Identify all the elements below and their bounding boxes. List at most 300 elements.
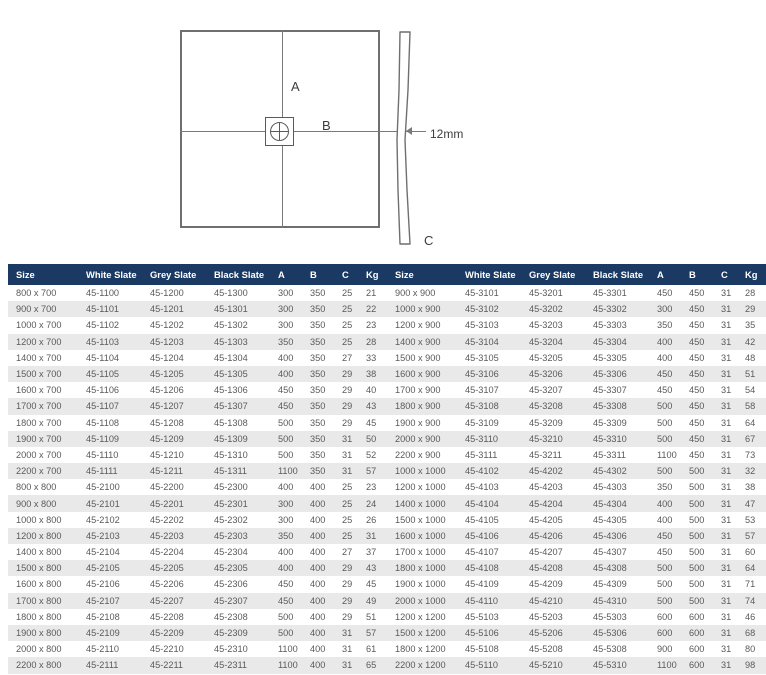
cell-b: 450: [689, 433, 705, 444]
cell-c: 31: [721, 530, 732, 541]
cell-kg: 21: [366, 288, 377, 299]
cell-c: 31: [342, 628, 353, 639]
cell-black-slate: 45-5306: [593, 628, 627, 639]
cell-c: 29: [342, 401, 353, 412]
table-row: [387, 560, 766, 576]
waste-crosshair-vertical: [279, 122, 280, 141]
cell-c: 31: [342, 660, 353, 671]
table-row: [8, 431, 387, 447]
cell-black-slate: 45-2301: [214, 498, 248, 509]
cell-kg: 23: [366, 320, 377, 331]
cell-c: 31: [721, 401, 732, 412]
cell-c: 31: [721, 449, 732, 460]
cell-black-slate: 45-5308: [593, 644, 627, 655]
cell-black-slate: 45-4307: [593, 547, 627, 558]
cell-size: 2000 x 900: [395, 433, 441, 444]
cell-black-slate: 45-3305: [593, 352, 627, 363]
cell-grey-slate: 45-5206: [529, 628, 563, 639]
cell-b: 450: [689, 320, 705, 331]
cell-white-slate: 45-2107: [86, 595, 120, 606]
col-black-slate: Black Slate: [211, 264, 275, 285]
cell-kg: 33: [366, 352, 377, 363]
cell-b: 400: [310, 514, 326, 525]
table-row: [387, 447, 766, 463]
cell-size: 1600 x 700: [16, 385, 62, 396]
cell-black-slate: 45-1301: [214, 304, 248, 315]
cell-b: 450: [689, 336, 705, 347]
cell-b: 600: [689, 660, 705, 671]
cell-black-slate: 45-1306: [214, 385, 248, 396]
cell-grey-slate: 45-1207: [150, 401, 184, 412]
table-row: [387, 641, 766, 657]
cell-size: 1200 x 800: [16, 530, 62, 541]
cell-b: 350: [310, 385, 326, 396]
cell-white-slate: 45-2108: [86, 611, 120, 622]
cell-kg: 37: [366, 547, 377, 558]
col-kg: Kg: [363, 264, 387, 285]
cell-grey-slate: 45-5203: [529, 611, 563, 622]
cell-b: 350: [310, 449, 326, 460]
cell-a: 1100: [278, 660, 298, 671]
cell-black-slate: 45-3306: [593, 369, 627, 380]
cell-black-slate: 45-2305: [214, 563, 248, 574]
cell-black-slate: 45-1303: [214, 336, 248, 347]
cell-c: 25: [342, 530, 353, 541]
cell-c: 27: [342, 547, 353, 558]
cell-b: 500: [689, 466, 705, 477]
table-row: [8, 495, 387, 511]
table-row: [387, 495, 766, 511]
cell-b: 400: [310, 563, 326, 574]
cell-a: 1100: [657, 660, 677, 671]
cell-a: 350: [657, 320, 673, 331]
cell-size: 1800 x 900: [395, 401, 441, 412]
cell-c: 29: [342, 417, 353, 428]
cell-c: 31: [721, 611, 732, 622]
cell-grey-slate: 45-1210: [150, 449, 184, 460]
cell-black-slate: 45-1309: [214, 433, 248, 444]
cell-c: 25: [342, 514, 353, 525]
cell-c: 31: [721, 466, 732, 477]
table-row: [8, 544, 387, 560]
cell-kg: 50: [366, 433, 377, 444]
cell-c: 29: [342, 369, 353, 380]
cell-size: 1600 x 900: [395, 369, 441, 380]
thickness-label: 12mm: [430, 127, 464, 141]
table-header-left: [8, 264, 387, 285]
cell-a: 450: [657, 547, 673, 558]
table-row: [387, 285, 766, 301]
cell-grey-slate: 45-1202: [150, 320, 184, 331]
cell-a: 1100: [278, 466, 298, 477]
cell-kg: 43: [366, 401, 377, 412]
cell-size: 2200 x 900: [395, 449, 441, 460]
cell-kg: 54: [745, 385, 756, 396]
cell-kg: 32: [745, 466, 756, 477]
cell-b: 500: [689, 579, 705, 590]
cell-white-slate: 45-4106: [465, 530, 499, 541]
cell-grey-slate: 45-3201: [529, 288, 563, 299]
cell-grey-slate: 45-2205: [150, 563, 184, 574]
cell-kg: 43: [366, 563, 377, 574]
cell-black-slate: 45-3309: [593, 417, 627, 428]
table-row: [8, 641, 387, 657]
cell-b: 400: [310, 611, 326, 622]
cell-size: 1200 x 700: [16, 336, 62, 347]
cell-white-slate: 45-2101: [86, 498, 120, 509]
col-kg: Kg: [742, 264, 766, 285]
col-grey-slate: Grey Slate: [526, 264, 590, 285]
cell-a: 450: [657, 288, 673, 299]
cell-grey-slate: 45-4202: [529, 466, 563, 477]
cell-c: 31: [721, 417, 732, 428]
cell-grey-slate: 45-4210: [529, 595, 563, 606]
cell-a: 450: [278, 385, 294, 396]
table-row: [387, 398, 766, 414]
cell-grey-slate: 45-2207: [150, 595, 184, 606]
table-row: [387, 593, 766, 609]
cell-b: 400: [310, 579, 326, 590]
cell-a: 400: [657, 498, 673, 509]
cell-a: 300: [278, 514, 294, 525]
table-row: [8, 317, 387, 333]
table-row: [8, 285, 387, 301]
cell-size: 1400 x 900: [395, 336, 441, 347]
cell-grey-slate: 45-2209: [150, 628, 184, 639]
cell-a: 500: [278, 628, 294, 639]
cell-b: 450: [689, 449, 705, 460]
cell-c: 25: [342, 320, 353, 331]
cell-grey-slate: 45-2202: [150, 514, 184, 525]
cell-black-slate: 45-1304: [214, 352, 248, 363]
cell-a: 300: [278, 320, 294, 331]
cell-black-slate: 45-3303: [593, 320, 627, 331]
cell-white-slate: 45-4110: [465, 595, 499, 606]
cell-b: 400: [310, 498, 326, 509]
cell-size: 1000 x 1000: [395, 466, 446, 477]
cell-c: 29: [342, 563, 353, 574]
table-row: [8, 366, 387, 382]
cell-size: 1900 x 800: [16, 628, 62, 639]
cell-kg: 65: [366, 660, 377, 671]
cell-c: 31: [721, 336, 732, 347]
cell-a: 500: [657, 466, 673, 477]
cell-grey-slate: 45-4205: [529, 514, 563, 525]
cell-a: 400: [278, 563, 294, 574]
cell-a: 500: [278, 449, 294, 460]
cell-black-slate: 45-1310: [214, 449, 248, 460]
cell-grey-slate: 45-4204: [529, 498, 563, 509]
table-row: [387, 657, 766, 673]
cell-a: 450: [278, 595, 294, 606]
cell-b: 450: [689, 369, 705, 380]
cell-grey-slate: 45-2211: [150, 660, 184, 671]
table-row: [387, 463, 766, 479]
cell-c: 25: [342, 498, 353, 509]
col-b: B: [307, 264, 339, 285]
cell-size: 1800 x 700: [16, 417, 62, 428]
cell-kg: 74: [745, 595, 756, 606]
col-grey-slate: Grey Slate: [147, 264, 211, 285]
cell-black-slate: 45-4303: [593, 482, 627, 493]
cell-kg: 98: [745, 660, 756, 671]
table-row: [387, 301, 766, 317]
cell-white-slate: 45-2103: [86, 530, 120, 541]
table-header-row: [387, 264, 766, 285]
cell-white-slate: 45-3111: [465, 449, 498, 460]
cell-kg: 35: [745, 320, 756, 331]
label-c: C: [424, 233, 434, 248]
cell-size: 1500 x 1000: [395, 514, 446, 525]
table-row: [8, 447, 387, 463]
cell-size: 1500 x 900: [395, 352, 441, 363]
cell-c: 25: [342, 288, 353, 299]
cell-a: 350: [278, 530, 294, 541]
cell-c: 31: [342, 433, 353, 444]
col-a: A: [654, 264, 686, 285]
cell-kg: 46: [745, 611, 756, 622]
cell-a: 350: [278, 336, 294, 347]
cell-grey-slate: 45-3202: [529, 304, 563, 315]
cell-white-slate: 45-3109: [465, 417, 499, 428]
cell-white-slate: 45-3105: [465, 352, 499, 363]
cell-white-slate: 45-1107: [86, 401, 120, 412]
cell-black-slate: 45-1311: [214, 466, 248, 477]
cell-white-slate: 45-1101: [86, 304, 120, 315]
cell-b: 400: [310, 660, 326, 671]
label-a: A: [291, 79, 300, 94]
table-row: [387, 609, 766, 625]
cell-black-slate: 45-2302: [214, 514, 248, 525]
cell-grey-slate: 45-1208: [150, 417, 184, 428]
cell-size: 2000 x 1000: [395, 595, 446, 606]
cell-a: 450: [278, 579, 294, 590]
cell-kg: 60: [745, 547, 756, 558]
cell-kg: 42: [745, 336, 756, 347]
cell-b: 450: [689, 304, 705, 315]
cell-size: 1400 x 1000: [395, 498, 446, 509]
cell-kg: 51: [745, 369, 756, 380]
cell-c: 31: [721, 498, 732, 509]
cell-c: 29: [342, 579, 353, 590]
cell-grey-slate: 45-1203: [150, 336, 184, 347]
cell-kg: 40: [366, 385, 377, 396]
cell-size: 1700 x 800: [16, 595, 62, 606]
cell-a: 400: [278, 352, 294, 363]
table-row: [387, 479, 766, 495]
table-row: [387, 415, 766, 431]
cell-size: 1700 x 1000: [395, 547, 446, 558]
cell-grey-slate: 45-5210: [529, 660, 563, 671]
cell-b: 350: [310, 466, 326, 477]
cell-size: 1900 x 1000: [395, 579, 446, 590]
cell-size: 2000 x 700: [16, 449, 62, 460]
cell-grey-slate: 45-3211: [529, 449, 563, 460]
table-row: [8, 560, 387, 576]
cell-c: 25: [342, 482, 353, 493]
cell-kg: 67: [745, 433, 756, 444]
cell-kg: 38: [745, 482, 756, 493]
cell-white-slate: 45-1110: [86, 449, 119, 460]
table-row: [387, 431, 766, 447]
cell-white-slate: 45-2104: [86, 547, 120, 558]
cell-kg: 53: [745, 514, 756, 525]
cell-grey-slate: 45-2204: [150, 547, 184, 558]
cell-black-slate: 45-2303: [214, 530, 248, 541]
table-row: [8, 334, 387, 350]
cell-grey-slate: 45-4203: [529, 482, 563, 493]
cell-black-slate: 45-1308: [214, 417, 248, 428]
table-header-right: [387, 264, 766, 285]
cell-black-slate: 45-3310: [593, 433, 627, 444]
cell-black-slate: 45-2304: [214, 547, 248, 558]
cell-kg: 61: [366, 644, 377, 655]
cell-black-slate: 45-5303: [593, 611, 627, 622]
cell-b: 350: [310, 417, 326, 428]
cell-size: 2200 x 1200: [395, 660, 446, 671]
cell-size: 1200 x 1000: [395, 482, 446, 493]
table-row: [8, 512, 387, 528]
cell-white-slate: 45-4107: [465, 547, 499, 558]
cell-white-slate: 45-1109: [86, 433, 120, 444]
cell-c: 31: [721, 288, 732, 299]
cell-b: 400: [310, 595, 326, 606]
cell-b: 350: [310, 352, 326, 363]
cell-black-slate: 45-3308: [593, 401, 627, 412]
cell-grey-slate: 45-5208: [529, 644, 563, 655]
cell-size: 900 x 900: [395, 288, 436, 299]
cell-size: 1000 x 800: [16, 514, 62, 525]
cell-black-slate: 45-1305: [214, 369, 248, 380]
cell-kg: 71: [745, 579, 756, 590]
cell-grey-slate: 45-3209: [529, 417, 563, 428]
table-row: [8, 609, 387, 625]
cell-white-slate: 45-5103: [465, 611, 499, 622]
cell-c: 31: [721, 660, 732, 671]
table-row: [387, 334, 766, 350]
cell-black-slate: 45-4302: [593, 466, 627, 477]
cell-b: 350: [310, 320, 326, 331]
cell-b: 500: [689, 530, 705, 541]
cell-c: 27: [342, 352, 353, 363]
cell-a: 400: [657, 336, 673, 347]
cell-c: 31: [342, 449, 353, 460]
cell-grey-slate: 45-3204: [529, 336, 563, 347]
cell-black-slate: 45-4309: [593, 579, 627, 590]
cell-a: 500: [657, 401, 673, 412]
label-b: B: [322, 118, 331, 133]
cell-kg: 68: [745, 628, 756, 639]
cell-kg: 28: [366, 336, 377, 347]
table-row: [8, 301, 387, 317]
cell-size: 1500 x 700: [16, 369, 62, 380]
cell-black-slate: 45-2308: [214, 611, 248, 622]
cell-kg: 80: [745, 644, 756, 655]
cell-b: 500: [689, 514, 705, 525]
cell-black-slate: 45-2306: [214, 579, 248, 590]
cell-c: 31: [721, 352, 732, 363]
cell-black-slate: 45-3301: [593, 288, 627, 299]
cell-size: 1800 x 1200: [395, 644, 446, 655]
cell-c: 31: [721, 304, 732, 315]
size-table-right: [387, 264, 766, 674]
cell-a: 450: [657, 530, 673, 541]
cell-black-slate: 45-5310: [593, 660, 627, 671]
col-white-slate: White Slate: [83, 264, 147, 285]
cell-size: 1400 x 800: [16, 547, 62, 558]
cell-black-slate: 45-4310: [593, 595, 627, 606]
cell-grey-slate: 45-2210: [150, 644, 184, 655]
cell-a: 300: [657, 304, 673, 315]
cell-white-slate: 45-3110: [465, 433, 499, 444]
cell-a: 1100: [278, 644, 298, 655]
cell-grey-slate: 45-3203: [529, 320, 563, 331]
cell-b: 500: [689, 498, 705, 509]
cell-black-slate: 45-3302: [593, 304, 627, 315]
cell-b: 500: [689, 547, 705, 558]
cell-white-slate: 45-1111: [86, 466, 118, 477]
col-size: Size: [387, 264, 462, 285]
cell-a: 300: [278, 288, 294, 299]
cell-size: 1700 x 700: [16, 401, 62, 412]
table-row: [387, 512, 766, 528]
cell-kg: 49: [366, 595, 377, 606]
cell-a: 450: [657, 385, 673, 396]
cell-a: 400: [278, 547, 294, 558]
cell-c: 29: [342, 595, 353, 606]
table-row: [387, 350, 766, 366]
cell-b: 400: [310, 482, 326, 493]
col-white-slate: White Slate: [462, 264, 526, 285]
cell-size: 1700 x 900: [395, 385, 441, 396]
cell-white-slate: 45-1103: [86, 336, 120, 347]
table-row: [8, 415, 387, 431]
cell-c: 31: [721, 628, 732, 639]
cell-white-slate: 45-4108: [465, 563, 499, 574]
cell-kg: 38: [366, 369, 377, 380]
cell-white-slate: 45-3103: [465, 320, 499, 331]
size-tables: [8, 264, 758, 674]
table-row: [8, 382, 387, 398]
cell-size: 1000 x 900: [395, 304, 441, 315]
cell-kg: 23: [366, 482, 377, 493]
cell-c: 31: [721, 547, 732, 558]
cell-white-slate: 45-4103: [465, 482, 499, 493]
cell-c: 31: [721, 579, 732, 590]
cell-white-slate: 45-4104: [465, 498, 499, 509]
cell-b: 450: [689, 288, 705, 299]
cell-a: 300: [278, 304, 294, 315]
cell-size: 900 x 700: [16, 304, 57, 315]
cell-size: 1900 x 700: [16, 433, 62, 444]
cell-black-slate: 45-3311: [593, 449, 627, 460]
cell-kg: 47: [745, 498, 756, 509]
cell-c: 31: [721, 595, 732, 606]
cell-size: 1800 x 800: [16, 611, 62, 622]
cell-b: 600: [689, 628, 705, 639]
cell-b: 400: [310, 628, 326, 639]
cell-black-slate: 45-2310: [214, 644, 248, 655]
cell-c: 29: [342, 385, 353, 396]
col-b: B: [686, 264, 718, 285]
table-row: [8, 528, 387, 544]
cell-b: 400: [310, 547, 326, 558]
cell-size: 900 x 800: [16, 498, 57, 509]
cell-black-slate: 45-1307: [214, 401, 248, 412]
cell-white-slate: 45-2111: [86, 660, 119, 671]
cell-b: 600: [689, 644, 705, 655]
cell-b: 400: [310, 530, 326, 541]
